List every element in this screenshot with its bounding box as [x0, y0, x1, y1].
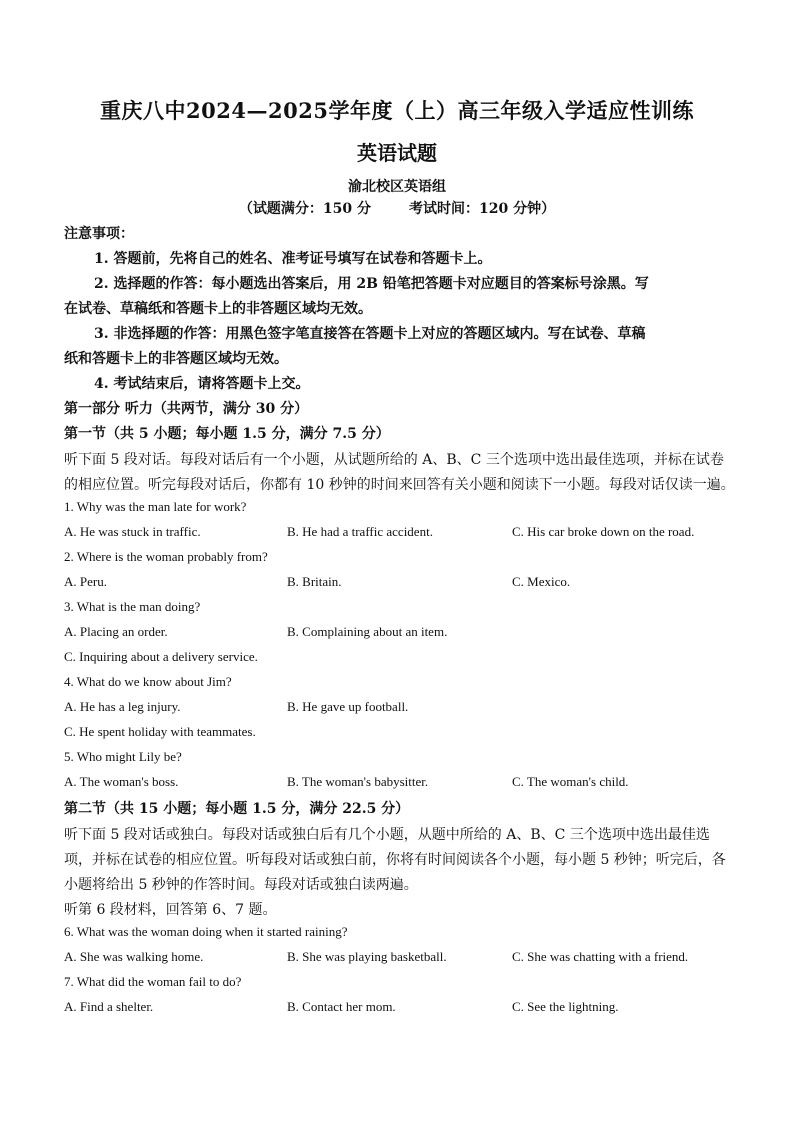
option-c: C. She was chatting with a friend. — [512, 949, 689, 964]
notice-heading: 注意事项： — [64, 226, 134, 242]
section2-instruction: 小题将给出 5 秒钟的作答时间。每段对话或独白读两遍。 — [64, 877, 418, 893]
option-a: A. Peru. — [64, 574, 107, 589]
option-c: C. His car broke down on the road. — [512, 524, 695, 539]
option-a: A. Placing an order. — [64, 624, 168, 639]
option-b: B. She was playing basketball. — [287, 949, 447, 964]
exam-meta — [0, 198, 794, 218]
option-a: A. She was walking home. — [64, 949, 204, 964]
question-stem: 1. Why was the man late for work? — [64, 499, 247, 514]
option-a: A. Find a shelter. — [64, 999, 154, 1014]
section2-instruction: 听下面 5 段对话或独白。每段对话或独白后有几个小题，从题中所给的 A、B、C 三个选项中选出最佳选 — [64, 827, 710, 843]
notice-item: 3. 非选择题的作答：用黑色签字笔直接答在答题卡上对应的答题区域内。写在试卷、草稿 — [94, 326, 646, 342]
section1-instruction: 听下面 5 段对话。每段对话后有一个小题，从试题所给的 A、B、C 三个选项中选出最佳选项，并标在试卷 — [64, 452, 724, 468]
option-c: C. He spent holiday with teammates. — [64, 724, 256, 739]
material-note: 听第 6 段材料，回答第 6、7 题。 — [64, 902, 277, 918]
notice-item: 2. 选择题的作答：每小题选出答案后，用 2B 铅笔把答题卡对应题目的答案标号涂黑。写 — [94, 276, 649, 292]
notice-item: 4. 考试结束后，请将答题卡上交。 — [94, 376, 310, 392]
option-b: B. He gave up football. — [287, 699, 409, 714]
option-a: A. He has a leg injury. — [64, 699, 181, 714]
option-a: A. The woman's boss. — [64, 774, 179, 789]
option-a: A. He was stuck in traffic. — [64, 524, 201, 539]
notice-item: 纸和答题卡上的非答题区域均无效。 — [64, 351, 288, 367]
question-stem: 2. Where is the woman probably from? — [64, 549, 268, 564]
exam-score: （试题满分：150 分 — [238, 201, 371, 217]
notice-item: 在试卷、草稿纸和答题卡上的非答题区域均无效。 — [64, 301, 372, 317]
section1-instruction: 的相应位置。听完每段对话后，你都有 10 秒钟的时间来回答有关小题和阅读下一小题。每段对话仅读一遍。 — [64, 477, 735, 493]
question-stem: 7. What did the woman fail to do? — [64, 974, 242, 989]
exam-group: 渝北校区英语组 — [348, 179, 446, 195]
exam-time: 考试时间：120 分钟） — [409, 201, 556, 217]
option-c: C. See the lightning. — [512, 999, 619, 1014]
option-c: C. Inquiring about a delivery service. — [64, 649, 258, 664]
option-b: B. Britain. — [287, 574, 342, 589]
option-b: B. Contact her mom. — [287, 999, 396, 1014]
option-b: B. Complaining about an item. — [287, 624, 448, 639]
question-stem: 4. What do we know about Jim? — [64, 674, 232, 689]
question-stem: 5. Who might Lily be? — [64, 749, 182, 764]
section1-heading: 第一节（共 5 小题；每小题 1.5 分，满分 7.5 分） — [64, 426, 390, 442]
question-stem: 3. What is the man doing? — [64, 599, 201, 614]
option-c: C. The woman's child. — [512, 774, 629, 789]
exam-subtitle: 英语试题 — [357, 141, 437, 165]
notice-item: 1. 答题前，先将自己的姓名、准考证号填写在试卷和答题卡上。 — [94, 251, 492, 267]
exam-title: 重庆八中2024—2025学年度（上）高三年级入学适应性训练 — [100, 98, 694, 123]
option-c: C. Mexico. — [512, 574, 571, 589]
part1-heading: 第一部分 听力（共两节，满分 30 分） — [64, 401, 309, 417]
option-b: B. The woman's babysitter. — [287, 774, 429, 789]
section2-heading: 第二节（共 15 小题；每小题 1.5 分，满分 22.5 分） — [64, 801, 410, 817]
option-b: B. He had a traffic accident. — [287, 524, 433, 539]
question-stem: 6. What was the woman doing when it started raining? — [64, 924, 348, 939]
section2-instruction: 项，并标在试卷的相应位置。听每段对话或独白前，你将有时间阅读各个小题，每小题 5 秒钟；听完后，各 — [64, 852, 726, 868]
